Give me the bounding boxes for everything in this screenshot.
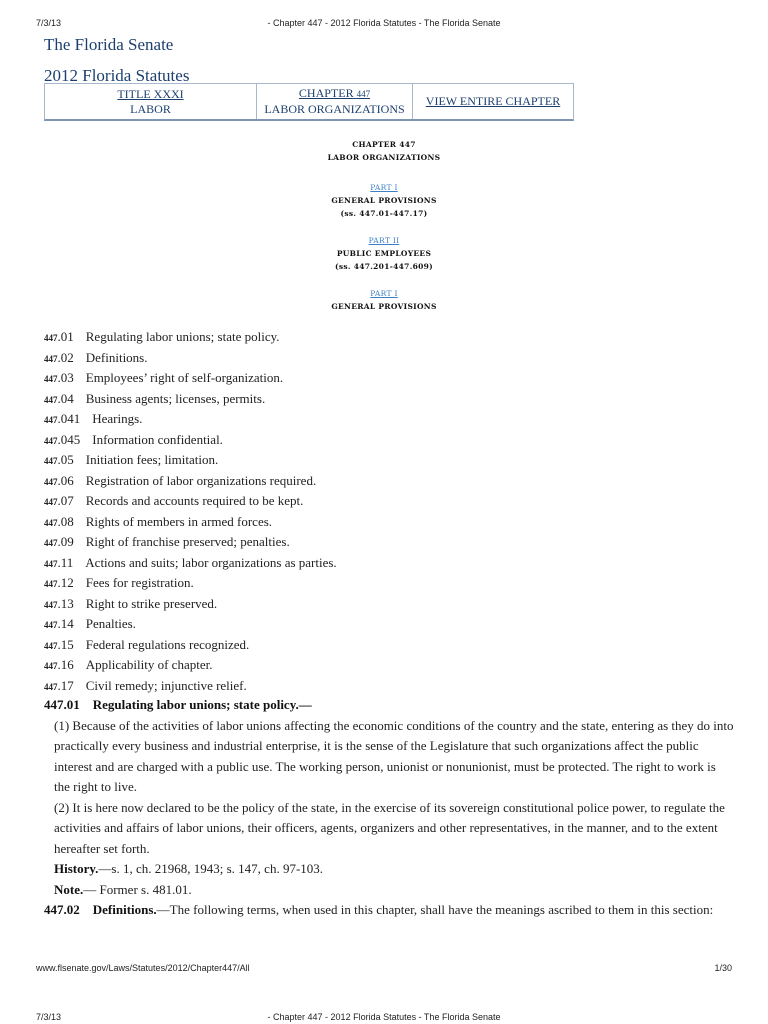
- title-link[interactable]: TITLE XXXI: [117, 86, 184, 101]
- section-number-2: 447.02: [44, 902, 80, 917]
- title-name: LABOR: [130, 101, 171, 116]
- toc-chapter-number: 447: [44, 558, 58, 569]
- toc-chapter-number: 447: [44, 353, 58, 364]
- toc-catchline: Fees for registration.: [85, 575, 194, 590]
- part1-range: (ss. 447.01-447.17): [340, 209, 428, 218]
- toc-item[interactable]: [44, 389, 734, 410]
- toc-catchline: Federal regulations recognized.: [85, 636, 250, 652]
- toc-chapter-number: 447: [44, 538, 58, 548]
- statutes-title: 2012 Florida Statutes: [44, 66, 190, 85]
- toc-catchline: Actions and suits; labor organizations as parties.: [85, 554, 337, 570]
- toc-catchline: Information confidential.: [92, 431, 223, 447]
- chapter-link-num: 447: [356, 89, 371, 99]
- toc-section-number: .02: [57, 349, 74, 365]
- toc-catchline: Hearings.: [92, 411, 143, 426]
- chapter-name: LABOR ORGANIZATIONS: [264, 102, 405, 116]
- toc-item[interactable]: [44, 614, 734, 635]
- toc-item[interactable]: [44, 348, 734, 369]
- toc-chapter-number: 447: [44, 333, 58, 343]
- toc-catchline: Registration of labor organizations required.: [85, 472, 317, 488]
- toc-section-number: .04: [57, 390, 74, 406]
- toc-catchline: Business agents; licenses, permits.: [85, 390, 266, 406]
- toc-catchline: Initiation fees; limitation.: [85, 452, 219, 467]
- statute-body: [44, 695, 734, 921]
- toc-section-number: .041: [57, 411, 81, 426]
- statute-nav-table: [44, 83, 574, 121]
- history-note: [44, 859, 734, 880]
- toc-catchline: Employees’ right of self-organization.: [85, 370, 284, 385]
- toc-chapter-number: 447: [44, 497, 58, 507]
- toc-section-number: .12: [57, 575, 74, 590]
- toc-chapter-number: 447: [44, 374, 58, 384]
- toc-section-number: .045: [57, 431, 81, 447]
- toc-catchline: Applicability of chapter.: [85, 657, 213, 672]
- toc-item[interactable]: [44, 655, 734, 676]
- toc-item[interactable]: [44, 409, 734, 430]
- next-print-date: 7/3/13: [36, 1012, 62, 1022]
- toc-item[interactable]: [44, 491, 734, 512]
- history-text: —s. 1, ch. 21968, 1943; s. 147, ch. 97-103.: [98, 861, 324, 876]
- section-list: [44, 327, 734, 696]
- toc-chapter-number: 447: [44, 394, 58, 405]
- section-catchline-2: Definitions.: [92, 902, 157, 917]
- toc-chapter-number: 447: [44, 435, 58, 446]
- toc-section-number: .05: [57, 452, 74, 467]
- toc-chapter-number: 447: [44, 456, 58, 466]
- toc-item[interactable]: [44, 532, 734, 553]
- nav-chapter-cell: [257, 84, 413, 119]
- history-label: History.: [54, 861, 99, 876]
- toc-section-number: .09: [57, 534, 74, 549]
- page-url: www.flsenate.gov/Laws/Statutes/2012/Chapter447/All: [36, 963, 250, 973]
- nav-title-cell: [45, 84, 257, 119]
- part2-range: (ss. 447.201-447.609): [334, 262, 434, 271]
- toc-catchline: Regulating labor unions; state policy.: [85, 329, 280, 344]
- toc-chapter-number: 447: [44, 620, 58, 630]
- toc-chapter-number: 447: [44, 579, 58, 589]
- toc-section-number: .08: [57, 513, 74, 529]
- subsection-1: (1) Because of the activities of labor unions affecting the economic conditions of the country and the state, entering as they do into practically every business and industrial enterprise, it is the sense of the Legislature that such organizations affect the public interest and are charged with a public use. The working person, unionist or nonunionist, must be protected. The right to work is the right to live.: [54, 717, 734, 794]
- toc-chapter-number: 447: [44, 517, 58, 528]
- toc-catchline: Records and accounts required to be kept.: [85, 493, 304, 508]
- toc-catchline: Definitions.: [85, 349, 148, 365]
- print-date: 7/3/13: [36, 18, 62, 28]
- toc-section-number: .06: [57, 472, 74, 488]
- toc-chapter-number: 447: [44, 640, 58, 651]
- chapter-link[interactable]: [299, 86, 370, 102]
- part1b-name: GENERAL PROVISIONS: [331, 302, 437, 311]
- toc-section-number: .15: [57, 636, 74, 652]
- toc-section-number: .14: [57, 616, 74, 631]
- page-number: 1/30: [714, 963, 732, 973]
- part1-section-heading: [36, 287, 732, 313]
- site-title[interactable]: The Florida Senate: [44, 35, 174, 54]
- toc-item[interactable]: [44, 594, 734, 615]
- part2-link[interactable]: PART II: [368, 236, 400, 245]
- section-heading-447-02: [44, 900, 734, 921]
- part2-heading: [36, 234, 732, 273]
- toc-item[interactable]: [44, 553, 734, 574]
- chapter-heading: [36, 138, 732, 164]
- toc-item[interactable]: [44, 368, 734, 389]
- toc-section-number: .16: [57, 657, 74, 672]
- toc-chapter-number: 447: [44, 476, 58, 487]
- note-text: — Former s. 481.01.: [83, 881, 192, 897]
- toc-item[interactable]: [44, 512, 734, 533]
- former-note: [44, 880, 734, 901]
- next-print-title: - Chapter 447 - 2012 Florida Statutes - The Florida Senate: [267, 1012, 501, 1022]
- view-entire-chapter-link[interactable]: VIEW ENTIRE CHAPTER: [425, 94, 561, 108]
- toc-section-number: .07: [57, 493, 74, 508]
- toc-catchline: Rights of members in armed forces.: [85, 513, 273, 529]
- nav-view-cell: [413, 84, 573, 119]
- print-page-title: - Chapter 447 - 2012 Florida Statutes - The Florida Senate: [267, 18, 501, 28]
- toc-item[interactable]: [44, 327, 734, 348]
- chapter-title: LABOR ORGANIZATIONS: [327, 153, 441, 162]
- toc-catchline: Civil remedy; injunctive relief.: [85, 677, 247, 693]
- chapter-number: CHAPTER 447: [352, 140, 416, 149]
- subsection-2: (2) It is here now declared to be the policy of the state, in the exercise of its sovereign constitutional police power, to regulate the activities and affairs of labor unions, their officers, agents, organizers and other representatives, in the manner, and to the extent hereafter set forth.: [54, 799, 725, 856]
- section-text-2: —The following terms, when used in this chapter, shall have the meanings ascribed to them in this section:: [156, 902, 714, 917]
- section-catchline: Regulating labor unions; state policy.—: [92, 697, 312, 712]
- toc-section-number: .03: [57, 370, 74, 385]
- toc-section-number: .11: [57, 554, 74, 570]
- toc-catchline: Right to strike preserved.: [85, 595, 218, 611]
- toc-item[interactable]: [44, 450, 734, 471]
- toc-item[interactable]: [44, 430, 734, 451]
- toc-chapter-number: 447: [44, 415, 58, 425]
- toc-item[interactable]: [44, 471, 734, 492]
- toc-section-number: .13: [57, 595, 74, 611]
- part1-heading: [36, 181, 732, 220]
- toc-item[interactable]: [44, 635, 734, 656]
- part1b-link[interactable]: PART I: [370, 289, 398, 298]
- toc-section-number: .01: [57, 329, 74, 344]
- toc-catchline: Right of franchise preserved; penalties.: [85, 534, 290, 549]
- toc-chapter-number: 447: [44, 599, 58, 610]
- chapter-link-prefix: CHAPTER: [298, 86, 354, 100]
- toc-chapter-number: 447: [44, 661, 58, 671]
- toc-item[interactable]: [44, 573, 734, 594]
- section-number: 447.01: [44, 697, 80, 712]
- toc-chapter-number: 447: [44, 681, 58, 692]
- note-label: Note.: [54, 881, 84, 897]
- part2-name: PUBLIC EMPLOYEES: [336, 249, 432, 258]
- toc-catchline: Penalties.: [85, 616, 136, 631]
- part1-name: GENERAL PROVISIONS: [331, 196, 437, 205]
- section-heading-447-01: [44, 695, 734, 716]
- toc-section-number: .17: [57, 677, 74, 693]
- toc-item[interactable]: [44, 676, 734, 697]
- part1-link[interactable]: PART I: [370, 183, 398, 192]
